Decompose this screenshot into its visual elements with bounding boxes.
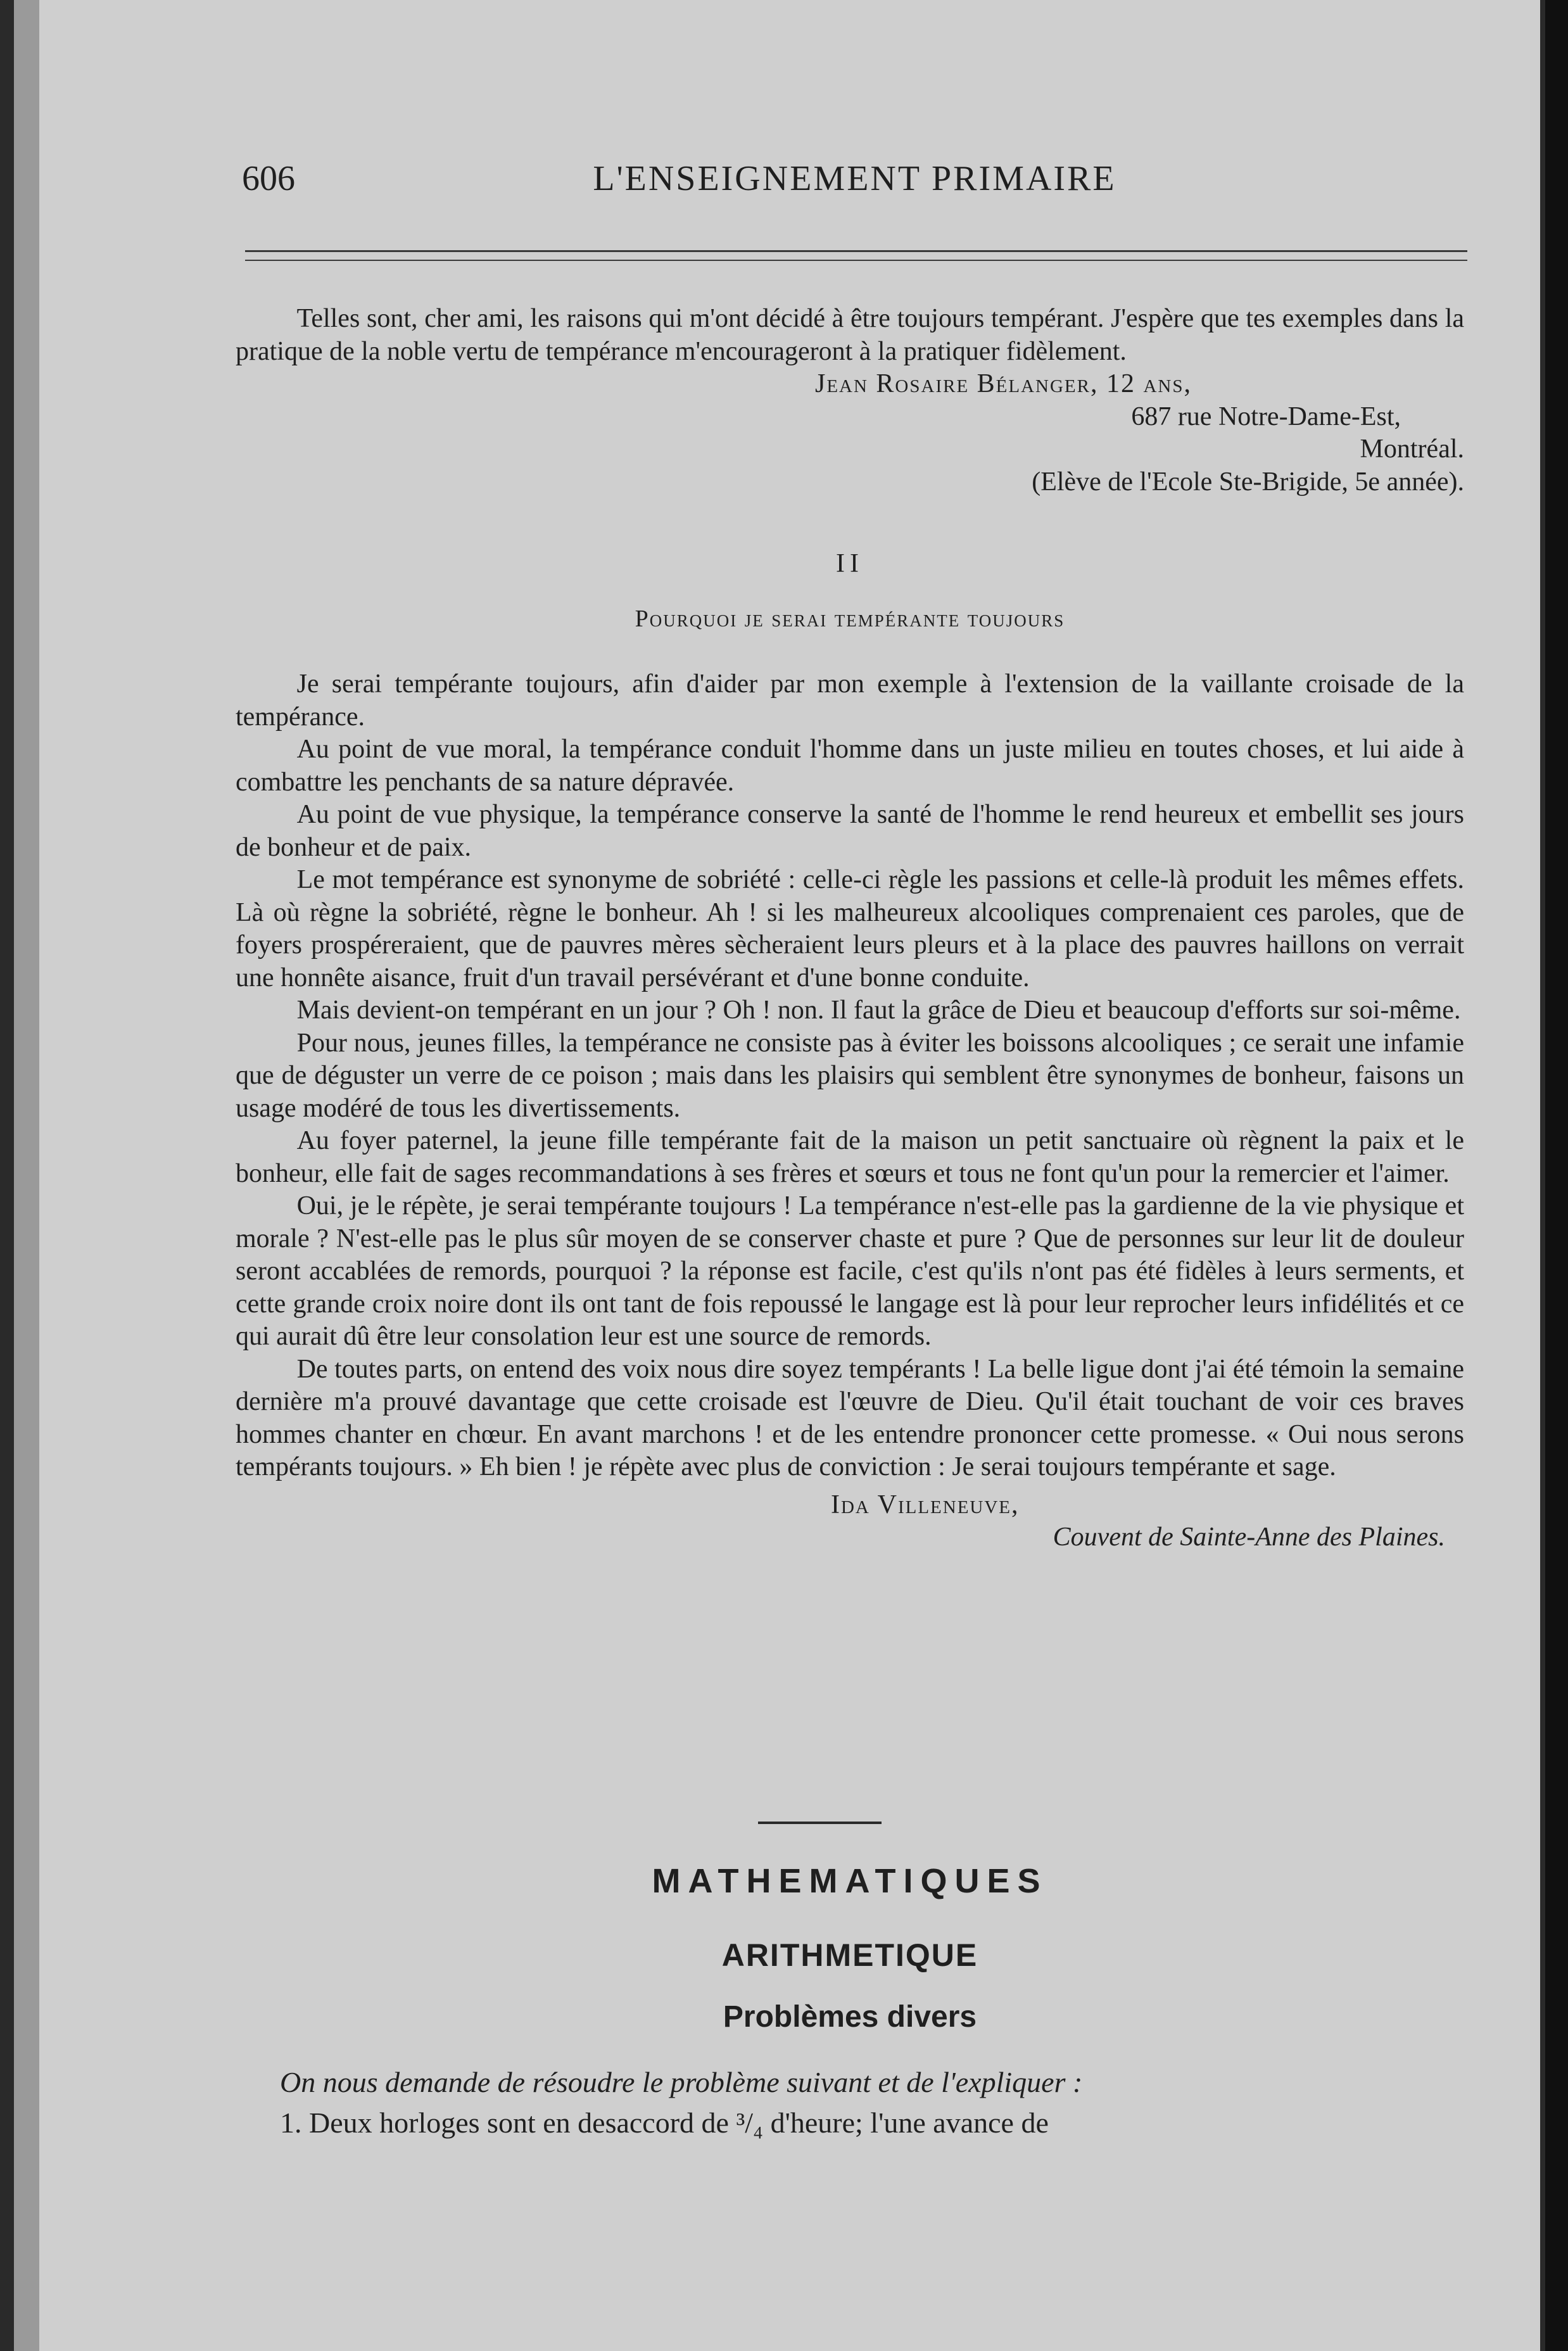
essay-paragraph: Pour nous, jeunes filles, la tempérance ne consiste pas à éviter les boissons alcooliques ; ce serait une infamie que de déguster un verre de ce poison ; mais dans les plaisirs qui semblent être synonymes de bonheur, faisons un usage modéré de tous les divertissements. bbox=[236, 1028, 1464, 1123]
problem-one bbox=[280, 2107, 1470, 2139]
section-numeral: II bbox=[836, 549, 864, 578]
letter-one-street: 687 rue Notre-Dame-Est, bbox=[1131, 402, 1401, 431]
book-page bbox=[14, 0, 1540, 2351]
journal-title: L'ENSEIGNEMENT PRIMAIRE bbox=[593, 159, 1116, 198]
essay-paragraph: Au foyer paternel, la jeune fille tempérante fait de la maison un petit sanctuaire où règnent la paix et le bonheur, elle fait de sages recommandations à ses frères et sœurs et tous ne font qu'un pour la remercier et l'aimer. bbox=[236, 1126, 1464, 1188]
letter-one-signature: Jean Rosaire Bélanger, 12 ans, bbox=[814, 369, 1192, 398]
essay-paragraph: Je serai tempérante toujours, afin d'aider par mon exemple à l'extension de la vaillante croisade de la tempérance. bbox=[236, 669, 1464, 732]
essay-paragraph: Au point de vue physique, la tempérance conserve la santé de l'homme le rend heureux et embellit ses jours de bonheur et de paix. bbox=[236, 800, 1464, 862]
letter-one bbox=[236, 303, 1464, 498]
letter-one-paragraph: Telles sont, cher ami, les raisons qui m'ont décidé à être toujours tempérant. J'espère que tes exemples dans la pratique de la noble vertu de tempérance m'encourageront à la pratiquer fidèlement. bbox=[236, 304, 1464, 366]
math-subsubheading: Problèmes divers bbox=[723, 2000, 977, 2034]
letter-one-school: (Elève de l'Ecole Ste-Brigide, 5e année). bbox=[1032, 467, 1464, 497]
section-divider bbox=[758, 1822, 882, 1824]
essay-signature: Ida Villeneuve, bbox=[831, 1490, 1020, 1519]
page-edge-shadow bbox=[1545, 0, 1568, 2351]
problem-intro: On nous demande de résoudre le problème suivant et de l'expliquer : bbox=[280, 2066, 1083, 2098]
running-header bbox=[242, 158, 1467, 209]
page-number: 606 bbox=[242, 159, 295, 198]
page-gutter-shadow bbox=[14, 0, 39, 2351]
essay-paragraph: Mais devient-on tempérant en un jour ? Oh ! non. Il faut la grâce de Dieu et beaucoup d'efforts sur soi-même. bbox=[296, 996, 1461, 1025]
essay-paragraph: De toutes parts, on entend des voix nous dire soyez tempérants ! La belle ligue dont j'ai été témoin la semaine dernière m'a prouvé davantage que cette croisade est l'œuvre de Dieu. Qu'il était touchant de voir ces braves hommes chanter en chœur. En avant marchons ! et de les entendre prononcer cette promesse. « Oui nous serons tempérants toujours. » Eh bien ! je répète avec plus de conviction : Je serai toujours tempérante et sage. bbox=[236, 1354, 1464, 1481]
letter-one-city: Montréal. bbox=[1360, 434, 1464, 464]
essay-paragraph: Le mot tempérance est synonyme de sobriété : celle-ci règle les passions et celle-là produit les mêmes effets. Là où règne la sobriété, règne le bonheur. Ah ! si les malheureux alcooliques comprenaient ces paroles, que de foyers prospéreraient, que de pauvres mères sècheraient leurs pleurs et à la place des pauvres haillons on verrait une honnête aisance, fruit d'un travail persévérant et d'une bonne conduite. bbox=[236, 865, 1464, 992]
essay-signature-place: Couvent de Sainte-Anne des Plaines. bbox=[1053, 1523, 1445, 1552]
section-title: Pourquoi je serai tempérante toujours bbox=[635, 605, 1065, 632]
header-rule-top bbox=[245, 250, 1467, 252]
problem-text: Deux horloges sont en desaccord de ³/₄ d'heure; l'une avance de bbox=[309, 2107, 1049, 2139]
math-heading: MATHEMATIQUES bbox=[652, 1862, 1048, 1900]
problem-number: 1. bbox=[280, 2107, 302, 2139]
essay-paragraph: Oui, je le répète, je serai tempérante toujours ! La tempérance n'est-elle pas la gardienne de la vie physique et morale ? N'est-elle pas le plus sûr moyen de se conserver chaste et pure ? Que de personnes sur leur lit de douleur seront accablées de remords, pourquoi ? la réponse est facile, c'est qu'ils n'ont pas été fidèles à leurs serments, et cette grande croix noire dont ils ont tant de fois repoussé le langage est là pour leur reprocher leurs infidélités et ce qui aurait dû être leur consolation leur est une source de remords. bbox=[236, 1191, 1464, 1351]
essay-body bbox=[236, 668, 1464, 1554]
header-rule-bottom bbox=[245, 260, 1467, 261]
essay-paragraph: Au point de vue moral, la tempérance conduit l'homme dans un juste milieu en toutes choses, et lui aide à combattre les penchants de sa nature dépravée. bbox=[236, 735, 1464, 797]
math-subheading: ARITHMETIQUE bbox=[721, 1937, 978, 1973]
